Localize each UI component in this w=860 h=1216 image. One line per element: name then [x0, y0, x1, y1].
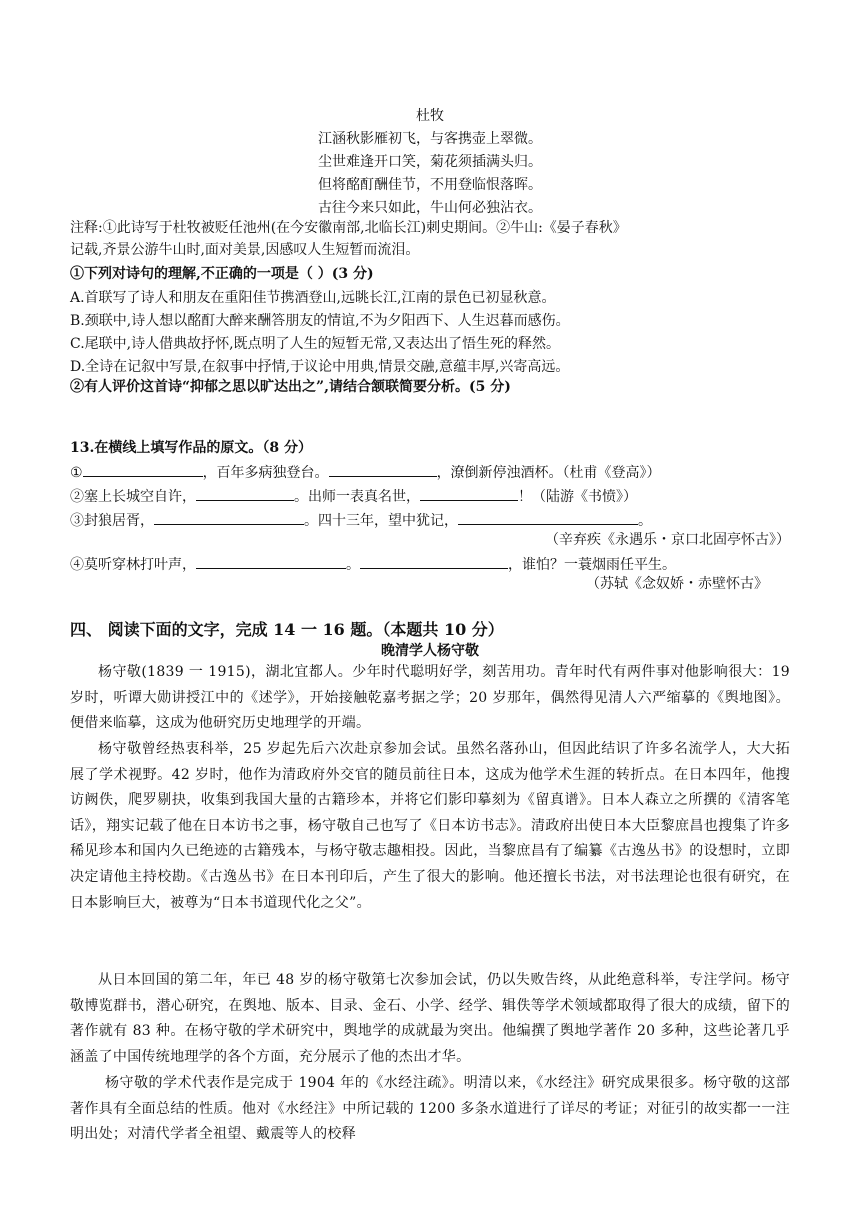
question-13-title: 13.在横线上填写作品的原文。（8 分）	[70, 440, 312, 456]
article-paragraph: 杨守敬曾经热衷科举，25 岁起先后六次赴京参加会试。虽然名落孙山，但因此结识了许多名流学人，大大拓展了学术视野。42 岁时，他作为清政府外交官的随员前往日本，这成为他学术生涯的转折点。在日本四年，他搜访阙佚，爬罗剔抉，收集到我国大量的古籍珍本，并将它们影印摹刻为《留真谱》。日本人森立之所撰的《清客笔话》，翔实记载了他在日本访书之事，杨守敬自己也写了《日本访书志》。清政府出使日本大臣黎庶昌也搜集了许多稀见珍本和国内久已绝迹的古籍残本，与杨守敬志趣相投。因此，当黎庶昌有了编纂《古逸丛书》的设想时，立即决定请他主持校勘。《古逸丛书》在日本刊印后，产生了很大的影响。他还擅长书法，对书法理论也很有研究，在日本影响巨大，被尊为“日本书道现代化之父”。	[70, 741, 790, 911]
answer-blank[interactable]	[420, 486, 518, 501]
option-b: B.颈联中,诗人想以酩酊大醉来酬答朋友的情谊,不为夕阳西下、人生迟暮而感伤。	[70, 313, 570, 329]
article-paragraph: 从日本回国的第二年，年已 48 岁的杨守敬第七次参加会试，仍以失败告终，从此绝意科举，专注学问。杨守敬博览群书，潜心研究，在舆地、版本、目录、金石、小学、经学、辑佚等学术领域都取得了很大的成绩，留下的著作就有 83 种。在杨守敬的学术研究中，舆地学的成就最为突出。他编撰了舆地学著作 20 多种，这些论著几乎涵盖了中国传统地理学的各个方面，充分展示了他的杰出才华。	[70, 972, 790, 1065]
answer-blank[interactable]	[458, 510, 638, 525]
answer-blank[interactable]	[360, 554, 508, 569]
fill-line-4: ④莫听穿林打叶声， 。 ，谁怕？一蓑烟雨任平生。	[70, 554, 676, 574]
answer-blank[interactable]	[154, 510, 304, 525]
poem-note: 注释:①此诗写于杜牧被贬任池州(在今安徽南部,北临长江)刺史期间。②牛山:《晏子春秋》	[70, 220, 627, 236]
article-title: 晚清学人杨守敬	[381, 643, 479, 659]
article-paragraph: 杨守敬的学术代表作是完成于 1904 年的《水经注疏》。明清以来，《水经注》研究成果很多。杨守敬的这部著作具有全面总结的性质。他对《水经注》中所记载的 1200 多条水道进行了详尽的考证；对征引的故实都一一注明出处；对清代学者全祖望、戴震等人的校释	[70, 1075, 790, 1143]
answer-blank[interactable]	[196, 554, 346, 569]
article-paragraph: 杨守敬(1839 一 1915)，湖北宜都人。少年时代聪明好学，刻苦用功。青年时代有两件事对他影响很大：19 岁时，听谭大勋讲授江中的《述学》，开始接触乾嘉考据之学；20 岁那年，偶然得见清人六严缩摹的《舆地图》。便借来临摹，这成为他研究历史地理学的开端。	[70, 664, 790, 732]
section-heading: 四、 阅读下面的文字，完成 14 一 16 题。（本题共 10 分）	[70, 620, 504, 639]
option-a: A.首联写了诗人和朋友在重阳佳节携酒登山,远眺长江,江南的景色已初显秋意。	[70, 290, 556, 306]
answer-blank[interactable]	[329, 462, 437, 477]
poem-line: 但将酩酊酬佳节，不用登临恨落晖。	[318, 177, 542, 193]
poem-note: 记载,齐景公游牛山时,面对美景,因感叹人生短暂而流泪。	[70, 242, 420, 258]
question-2-stem: ②有人评价这首诗“抑郁之思以旷达出之”,请结合颔联简要分析。(5 分)	[70, 379, 511, 395]
answer-blank[interactable]	[196, 486, 294, 501]
option-c: C.尾联中,诗人借典故抒怀,既点明了人生的短暂无常,又表达出了悟生死的释然。	[70, 336, 561, 352]
fill-line-1: ① ，百年多病独登台。 ，潦倒新停浊酒杯。（杜甫《登高》）	[70, 462, 661, 482]
fill-line-3: ③封狼居胥， 。四十三年，望中犹记， 。	[70, 510, 652, 530]
poem-line: 尘世难逢开口笑，菊花须插满头归。	[318, 154, 542, 170]
source-citation: （辛弃疾《永遇乐・京口北固亭怀古》）	[545, 532, 790, 548]
question-1-stem: ①下列对诗句的理解,不正确的一项是（ ）(3 分)	[70, 266, 374, 282]
poem-author: 杜牧	[416, 108, 444, 124]
poem-line: 古往今来只如此，牛山何必独沾衣。	[318, 200, 542, 216]
fill-line-2: ②塞上长城空自许， 。出师一表真名世， ！（陆游《书愤》）	[70, 486, 637, 506]
option-d: D.全诗在记叙中写景,在叙事中抒情,于议论中用典,情景交融,意蕴丰厚,兴寄高远。	[70, 359, 570, 375]
answer-blank[interactable]	[83, 462, 203, 477]
poem-line: 江涵秋影雁初飞，与客携壶上翠微。	[318, 131, 542, 147]
source-citation: （苏轼《念奴娇・赤壁怀古》	[586, 576, 768, 592]
